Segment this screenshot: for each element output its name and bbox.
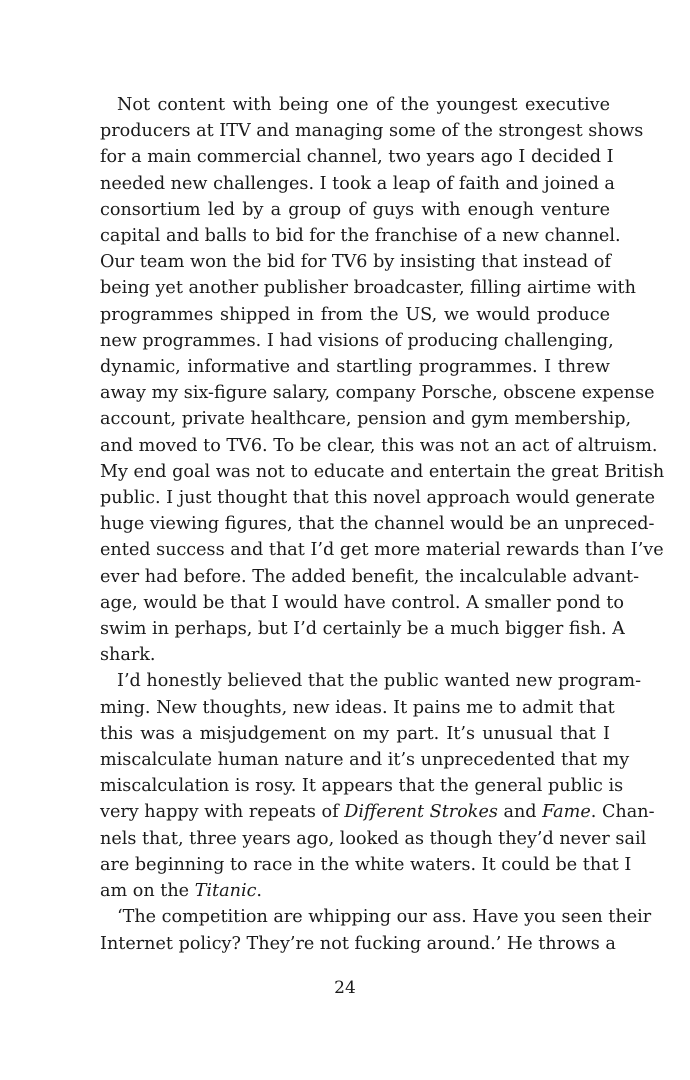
- text-line: for a main commercial channel, two years ago I decided I: [100, 147, 614, 168]
- text-line: shark.: [100, 645, 156, 666]
- text-line: capital and balls to bid for the franchise of a new channel.: [100, 226, 621, 247]
- text-line: being yet another publisher broadcaster, filling airtime with: [100, 278, 636, 299]
- text-line: and moved to TV6. To be clear, this was not an act of altruism.: [100, 435, 658, 456]
- text-line: Not content with being one of the youngest executive: [117, 95, 610, 115]
- text-line: nels that, three years ago, looked as though they’d never sail: [100, 828, 647, 849]
- text-line: huge viewing figures, that the channel would be an unpreced-: [100, 514, 655, 535]
- paragraph: [100, 904, 652, 956]
- text-line: ming. New thoughts, new ideas. It pains me to admit that: [100, 697, 615, 718]
- text-line: account, private healthcare, pension and gym membership,: [100, 409, 632, 430]
- text-line: new programmes. I had visions of producing challenging,: [100, 330, 614, 351]
- paragraph: [100, 668, 655, 904]
- text-line: very happy with repeats of Different Strokes and Fame. Chan-: [100, 802, 655, 823]
- text-line: ‘The competition are whipping our ass. Have you seen their: [117, 907, 652, 928]
- text-line: ever had before. The added benefit, the incalculable advant-: [100, 566, 640, 587]
- text-line: dynamic, informative and startling programmes. I threw: [100, 357, 610, 378]
- text-line: this was a misjudgement on my part. It’s unusual that I: [100, 723, 610, 744]
- text-line: am on the Titanic.: [100, 881, 263, 902]
- text-line: ented success and that I’d get more material rewards than I’ve: [100, 540, 664, 561]
- text-line: swim in perhaps, but I’d certainly be a much bigger fish. A: [100, 619, 625, 640]
- paragraph: [100, 92, 665, 668]
- text-line: needed new challenges. I took a leap of faith and joined a: [100, 173, 615, 194]
- text-line: producers at ITV and managing some of the strongest shows: [100, 121, 644, 142]
- text-line: consortium led by a group of guys with enough venture: [100, 199, 610, 220]
- text-line: Our team won the bid for TV6 by insisting that instead of: [100, 252, 611, 273]
- text-line: public. I just thought that this novel approach would generate: [100, 488, 655, 509]
- text-line: age, would be that I would have control. A smaller pond to: [100, 592, 624, 613]
- text-line: Internet policy? They’re not fucking around.’ He throws a: [100, 933, 616, 954]
- text-line: away my six-figure salary, company Porsche, obscene expense: [100, 383, 655, 404]
- text-line: miscalculation is rosy. It appears that the general public is: [100, 776, 624, 797]
- text-line: I’d honestly believed that the public wanted new program-: [117, 671, 642, 692]
- page-number: 24: [334, 978, 356, 998]
- text-line: programmes shipped in from the US, we would produce: [100, 304, 610, 325]
- text-line: My end goal was not to educate and entertain the great British: [100, 461, 665, 482]
- text-line: are beginning to race in the white waters. It could be that I: [100, 854, 632, 875]
- text-line: miscalculate human nature and it’s unprecedented that my: [100, 750, 630, 771]
- body-text: [100, 92, 665, 957]
